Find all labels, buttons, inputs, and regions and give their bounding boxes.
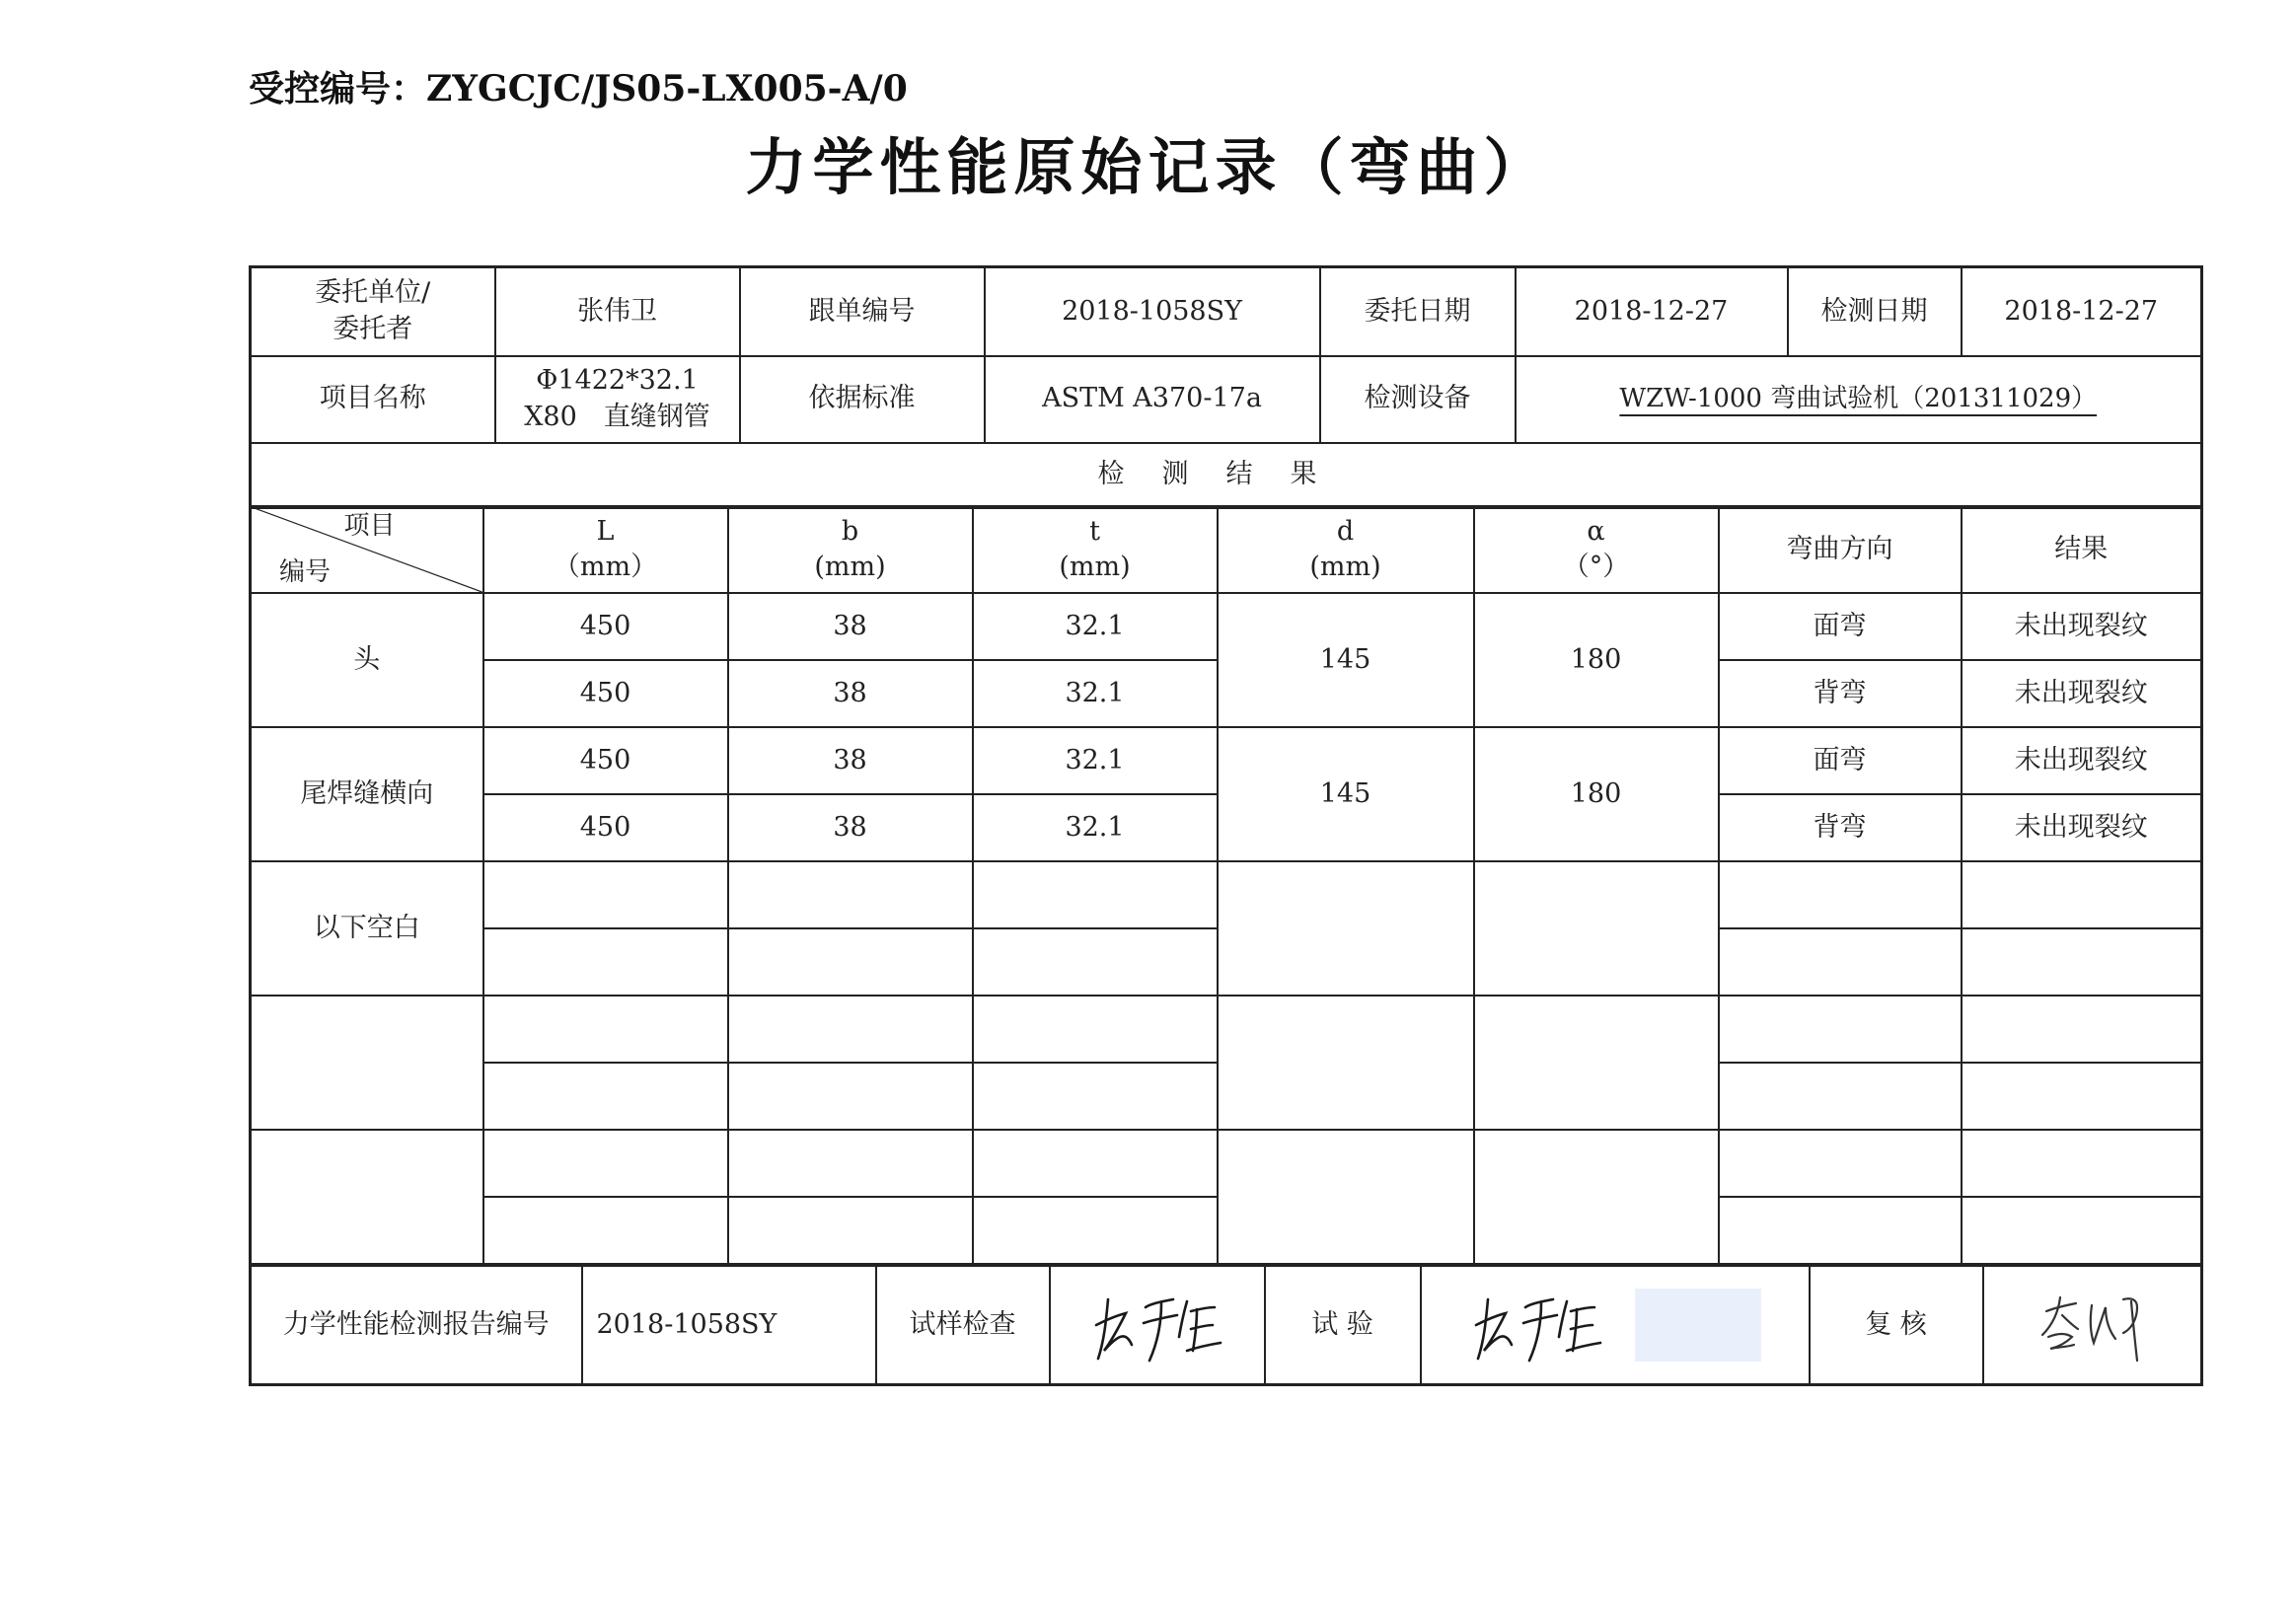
blank-cell	[1962, 1063, 2202, 1130]
cell-L: 450	[483, 794, 728, 861]
blank-cell	[1474, 996, 1719, 1130]
cell-t: 32.1	[973, 593, 1218, 660]
blank-cell	[483, 861, 728, 928]
blank-cell	[1962, 1130, 2202, 1197]
cell-result: 未出现裂纹	[1962, 794, 2202, 861]
blank-cell	[251, 996, 483, 1130]
cell-direction: 背弯	[1719, 794, 1962, 861]
client-label	[251, 267, 495, 356]
info-table	[249, 265, 2203, 509]
blank-cell	[973, 996, 1218, 1063]
equipment-label: 检测设备	[1320, 356, 1516, 443]
commission-date-label: 委托日期	[1320, 267, 1516, 356]
blank-cell	[483, 1063, 728, 1130]
control-number: 受控编号：ZYGCJC/JS05-LX005-A/0	[249, 68, 908, 110]
review-signature-cell	[1983, 1266, 2202, 1384]
col-b-name: b	[841, 515, 859, 547]
cell-alpha: 180	[1474, 593, 1719, 727]
blank-cell	[973, 1197, 1218, 1264]
blank-cell	[973, 1130, 1218, 1197]
cell-direction: 面弯	[1719, 727, 1962, 794]
blank-cell	[1218, 996, 1474, 1130]
cell-b: 38	[728, 660, 973, 727]
report-no-label: 力学性能检测报告编号	[251, 1266, 582, 1384]
redaction-box	[1635, 1289, 1761, 1362]
blank-cell	[483, 928, 728, 996]
cell-direction: 背弯	[1719, 660, 1962, 727]
col-t-name: t	[1089, 515, 1100, 547]
col-L-name: L	[596, 515, 615, 547]
cell-L: 450	[483, 727, 728, 794]
standard-label: 依据标准	[740, 356, 985, 443]
col-alpha	[1474, 506, 1719, 593]
equipment-value: WZW-1000 弯曲试验机（201311029）	[1619, 384, 2098, 414]
blank-cell	[1719, 1063, 1962, 1130]
blank-cell	[251, 1130, 483, 1264]
col-d	[1218, 506, 1474, 593]
cell-L: 450	[483, 660, 728, 727]
cell-b: 38	[728, 727, 973, 794]
blank-cell	[1962, 928, 2202, 996]
cell-b: 38	[728, 593, 973, 660]
cell-L: 450	[483, 593, 728, 660]
page-title: 力学性能原始记录（弯曲）	[745, 131, 1551, 203]
blank-cell	[1474, 861, 1719, 996]
corner-header	[251, 506, 483, 593]
blank-cell	[483, 1197, 728, 1264]
col-L-unit: （mm）	[553, 552, 658, 582]
blank-cell	[1719, 1197, 1962, 1264]
table-row	[251, 996, 2202, 1063]
cell-d: 145	[1218, 727, 1474, 861]
signature-test	[1468, 1286, 1606, 1365]
cell-b: 38	[728, 794, 973, 861]
commission-date-value: 2018-12-27	[1516, 267, 1788, 356]
test-date-label: 检测日期	[1788, 267, 1962, 356]
signature-review	[2033, 1286, 2151, 1365]
blank-cell	[1962, 1197, 2202, 1264]
blank-cell	[1962, 861, 2202, 928]
col-t-unit: (mm)	[1059, 552, 1131, 582]
blank-cell	[1719, 861, 1962, 928]
equipment-value-cell	[1516, 356, 2202, 443]
project-material: X80 直缝钢管	[524, 401, 710, 432]
project-label: 项目名称	[251, 356, 495, 443]
blank-cell	[728, 928, 973, 996]
col-d-name: d	[1336, 515, 1355, 547]
blank-cell	[1218, 1130, 1474, 1264]
corner-top-label: 项目	[343, 511, 396, 541]
blank-label: 以下空白	[251, 861, 483, 996]
client-label-line1: 委托单位/	[315, 277, 431, 309]
table-row	[251, 727, 2202, 794]
table-row	[251, 861, 2202, 928]
blank-cell	[1474, 1130, 1719, 1264]
blank-cell	[973, 861, 1218, 928]
table-row	[251, 593, 2202, 660]
blank-cell	[728, 861, 973, 928]
blank-cell	[728, 1197, 973, 1264]
cell-t: 32.1	[973, 660, 1218, 727]
review-label: 复 核	[1810, 1266, 1983, 1384]
blank-cell	[1719, 996, 1962, 1063]
blank-cell	[973, 928, 1218, 996]
results-table	[249, 505, 2203, 1266]
client-label-line2: 委托者	[333, 313, 413, 344]
test-date-value: 2018-12-27	[1962, 267, 2202, 356]
cell-t: 32.1	[973, 794, 1218, 861]
cell-d: 145	[1218, 593, 1474, 727]
col-direction: 弯曲方向	[1719, 506, 1962, 593]
sample-check-label: 试样检查	[876, 1266, 1050, 1384]
sample-check-signature-cell	[1050, 1266, 1265, 1384]
col-alpha-name: α	[1587, 515, 1605, 547]
blank-cell	[483, 1130, 728, 1197]
corner-bottom-label: 编号	[279, 556, 332, 587]
order-value: 2018-1058SY	[985, 267, 1320, 356]
signature-sample-check	[1088, 1286, 1226, 1365]
cell-alpha: 180	[1474, 727, 1719, 861]
blank-cell	[1719, 928, 1962, 996]
blank-cell	[728, 1130, 973, 1197]
project-value	[495, 356, 740, 443]
cell-direction: 面弯	[1719, 593, 1962, 660]
col-alpha-unit: （°）	[1562, 552, 1630, 582]
standard-value: ASTM A370-17a	[985, 356, 1320, 443]
group-label: 尾焊缝横向	[251, 727, 483, 861]
blank-cell	[483, 996, 728, 1063]
order-label: 跟单编号	[740, 267, 985, 356]
blank-cell	[728, 996, 973, 1063]
group-label: 头	[251, 593, 483, 727]
report-no-value: 2018-1058SY	[582, 1266, 876, 1384]
table-row	[251, 1130, 2202, 1197]
col-result: 结果	[1962, 506, 2202, 593]
section-title: 检测结果	[251, 443, 2202, 508]
blank-cell	[1962, 996, 2202, 1063]
footer-table	[249, 1265, 2203, 1386]
col-L	[483, 506, 728, 593]
project-spec: Φ1422*32.1	[536, 365, 699, 397]
blank-cell	[1719, 1130, 1962, 1197]
cell-result: 未出现裂纹	[1962, 660, 2202, 727]
blank-cell	[1218, 861, 1474, 996]
blank-cell	[728, 1063, 973, 1130]
col-b	[728, 506, 973, 593]
cell-result: 未出现裂纹	[1962, 593, 2202, 660]
cell-result: 未出现裂纹	[1962, 727, 2202, 794]
cell-t: 32.1	[973, 727, 1218, 794]
col-t	[973, 506, 1218, 593]
col-b-unit: (mm)	[814, 552, 886, 582]
client-value: 张伟卫	[495, 267, 740, 356]
test-signature-cell	[1421, 1266, 1810, 1384]
test-label: 试 验	[1265, 1266, 1421, 1384]
blank-cell	[973, 1063, 1218, 1130]
col-d-unit: (mm)	[1309, 552, 1381, 582]
